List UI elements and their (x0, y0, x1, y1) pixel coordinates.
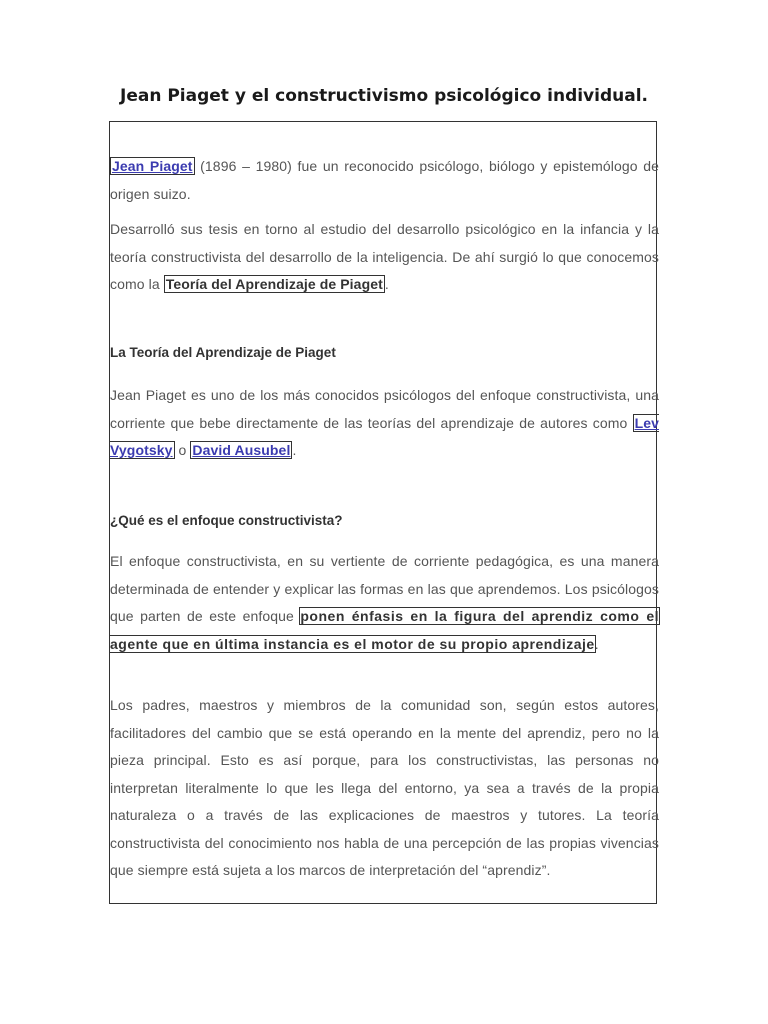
section-heading-enfoque: ¿Qué es el enfoque constructivista? (110, 513, 343, 528)
emphasis-aprendiz: ponen énfasis en la figura del aprendiz como el agente que en última instancia es el motor de su propio aprendizaje (110, 608, 659, 652)
link-teoria-aprendizaje[interactable]: Teoría del Aprendizaje de Piaget (165, 276, 383, 292)
paragraph-development-end: . (384, 276, 389, 292)
paragraph-enfoque-end: . (594, 635, 599, 652)
paragraph-enfoque-text: El enfoque constructivista, en su vertiente de corriente pedagógica, es una manera determinada de entender y explicar las formas en las que aprendemos. Los psicólogos que parten de este enfoque (110, 553, 659, 624)
paragraph-authors-end: . (292, 442, 297, 458)
content-box (109, 121, 657, 904)
paragraph-authors-text: Jean Piaget es uno de los más conocidos psicólogos del enfoque constructivista, una corriente que bebe directamente de las teorías del aprendizaje de autores como (110, 387, 659, 431)
link-lev-vygotsky[interactable]: Lev Vygotsky (110, 414, 659, 458)
paragraph-padres-maestros: Los padres, maestros y miembros de la comunidad son, según estos autores, facilitadores del cambio que se está operando en la mente del aprendiz, pero no la pieza principal. Esto es así porque, para los constructivistas, las personas no interpretan literalmente lo que les llega del entorno, ya sea a través de la propia naturaleza o a través de las explicaciones de maestros y tutores. La teoría constructivista del conocimiento nos habla de una percepción de las propias vivencias que siempre está sujeta a los marcos de interpretación del “aprendiz”. (110, 697, 659, 878)
paragraph-development-text: Desarrolló sus tesis en torno al estudio del desarrollo psicológico en la infancia y la teoría constructivista del desarrollo de la inteligencia. De ahí surgió lo que conocemos como la (110, 221, 659, 292)
paragraph-intro-text: (1896 – 1980) fue un reconocido psicólogo, biólogo y epistemólogo de origen suizo. (110, 158, 659, 202)
paragraph-authors-mid: o (174, 442, 191, 458)
paragraph-constructivist-authors (110, 382, 659, 465)
paragraph-enfoque (110, 548, 659, 658)
link-david-ausubel[interactable]: David Ausubel (192, 442, 291, 458)
paragraph-intro (110, 153, 659, 208)
link-jean-piaget[interactable]: Jean Piaget (112, 158, 193, 174)
page-title: Jean Piaget y el constructivismo psicológico individual. (120, 86, 648, 106)
paragraph-development (110, 216, 659, 299)
section-heading-teoria: La Teoría del Aprendizaje de Piaget (110, 345, 336, 360)
